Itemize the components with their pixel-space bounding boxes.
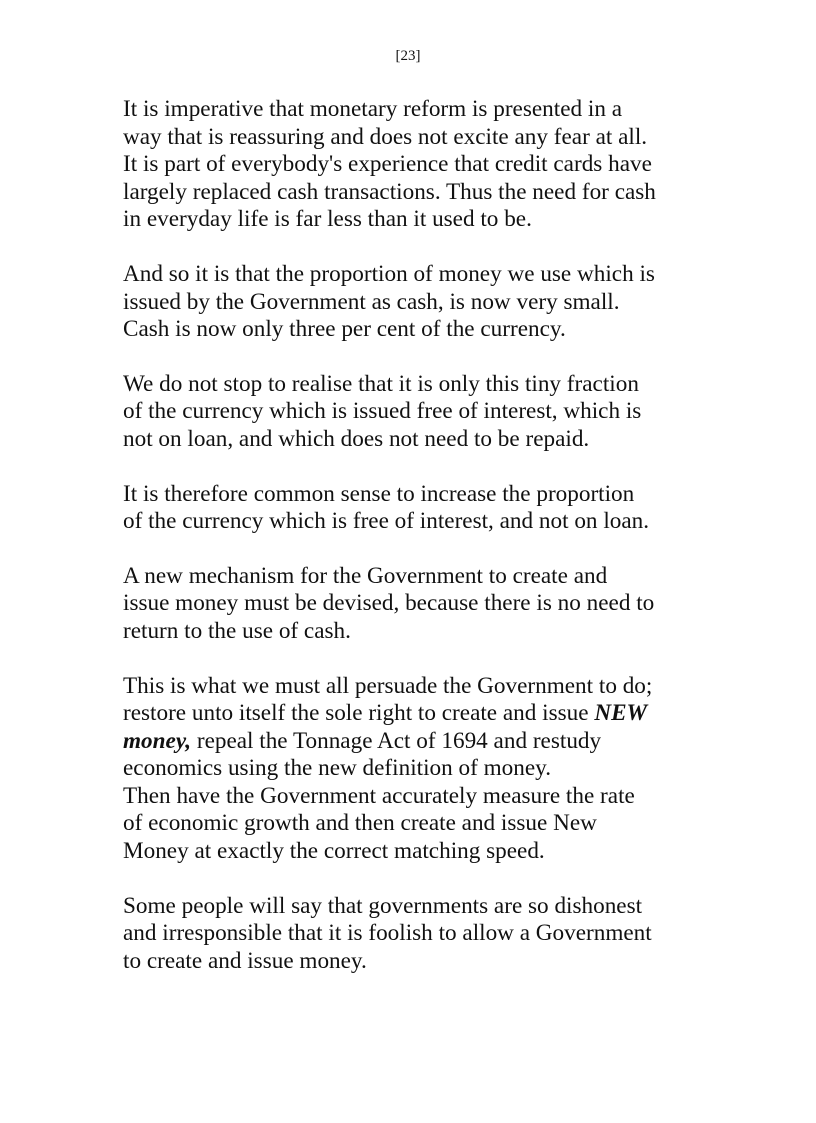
text-line xyxy=(123,700,723,728)
emphasis-text: NEW xyxy=(594,700,648,727)
paragraph-5 xyxy=(123,563,723,646)
paragraph-2 xyxy=(123,261,723,344)
text-line: And so it is that the proportion of money we use which is xyxy=(123,260,655,287)
text-fragment: restore unto itself the sole right to create and issue xyxy=(123,700,595,727)
paragraph-7 xyxy=(123,893,723,976)
text-line: and irresponsible that it is foolish to allow a Government xyxy=(123,920,652,947)
text-line: not on loan, and which does not need to be repaid. xyxy=(123,425,590,452)
text-line: This is what we must all persuade the Government to do; xyxy=(123,672,653,699)
text-line: return to the use of cash. xyxy=(123,617,351,644)
text-fragment: repeal the Tonnage Act of 1694 and restudy xyxy=(191,727,602,754)
text-line: We do not stop to realise that it is only this tiny fraction xyxy=(123,370,639,397)
text-line: largely replaced cash transactions. Thus the need for cash xyxy=(123,178,656,205)
emphasis-text: money, xyxy=(123,727,192,754)
paragraph-1 xyxy=(123,96,723,234)
text-line: It is imperative that monetary reform is presented in a xyxy=(123,96,623,122)
text-line: economics using the new definition of money. xyxy=(123,755,552,782)
text-line: way that is reassuring and does not excite any fear at all. xyxy=(123,123,648,150)
text-line xyxy=(123,728,723,756)
text-line: Then have the Government accurately measure the rate xyxy=(123,782,635,809)
text-line: issue money must be devised, because there is no need to xyxy=(123,590,655,617)
text-line: of economic growth and then create and issue New xyxy=(123,810,597,837)
paragraph-6 xyxy=(123,673,723,866)
text-line: of the currency which is issued free of interest, which is xyxy=(123,398,642,425)
text-line: issued by the Government as cash, is now very small. xyxy=(123,288,620,315)
text-line: It is part of everybody's experience that credit cards have xyxy=(123,151,652,178)
page-number: [23] xyxy=(395,48,421,64)
text-line: It is therefore common sense to increase the proportion xyxy=(123,480,635,507)
paragraph-4 xyxy=(123,481,723,536)
paragraph-3 xyxy=(123,371,723,454)
text-line: Some people will say that governments are so dishonest xyxy=(123,892,643,919)
text-line: A new mechanism for the Government to create and xyxy=(123,562,608,589)
page-body xyxy=(123,96,723,1002)
text-line: Money at exactly the correct matching speed. xyxy=(123,838,545,865)
text-line: of the currency which is free of interest, and not on loan. xyxy=(123,508,650,535)
text-line: Cash is now only three per cent of the currency. xyxy=(123,316,566,343)
text-line: to create and issue money. xyxy=(123,947,367,974)
text-line: in everyday life is far less than it used to be. xyxy=(123,206,532,233)
